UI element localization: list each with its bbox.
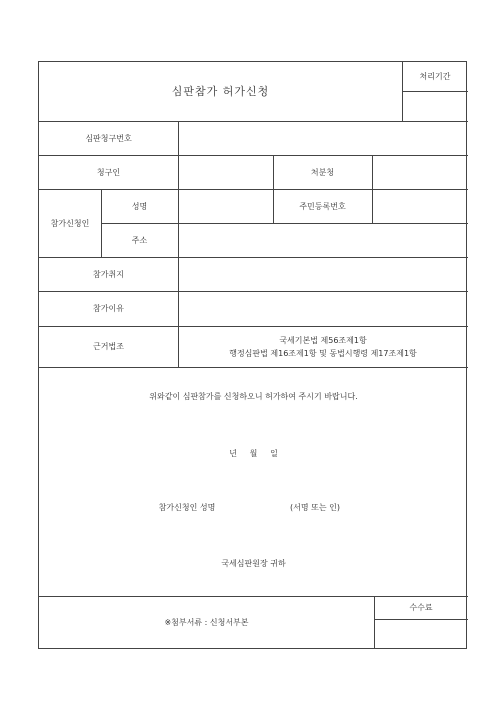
reason-field[interactable] bbox=[178, 291, 468, 326]
application-form bbox=[38, 61, 467, 649]
purpose-field[interactable] bbox=[178, 257, 468, 291]
reason-label: 참가이유 bbox=[93, 304, 124, 313]
address-label: 주소 bbox=[131, 235, 148, 245]
addressee: 국세심판원장 귀하 bbox=[221, 558, 286, 568]
signature-note: (서명 또는 인) bbox=[290, 502, 340, 512]
address-field[interactable] bbox=[178, 223, 468, 257]
case-number-label: 심판청구번호 bbox=[85, 133, 132, 143]
legal-basis-value bbox=[178, 326, 468, 367]
attachments-note: ※첨부서류 : 신청서부본 bbox=[164, 618, 249, 627]
participant-label: 참가신청인 bbox=[50, 218, 90, 228]
claimant-field[interactable] bbox=[178, 155, 273, 189]
claimant-label: 청구인 bbox=[96, 167, 121, 177]
purpose-label: 참가취지 bbox=[93, 269, 124, 279]
name-label: 성명 bbox=[131, 201, 148, 211]
form-title: 심판참가 허가신청 bbox=[171, 85, 270, 98]
legal-basis-line: 행정심판법 제16조제1항 및 동법시행령 제17조제1항 bbox=[229, 348, 417, 358]
divider bbox=[39, 367, 468, 368]
processing-period-label: 처리기간 bbox=[419, 72, 451, 81]
name-field[interactable] bbox=[178, 189, 273, 223]
applicant-name-line: 참가신청인 성명 bbox=[158, 502, 216, 512]
fee-label: 수수료 bbox=[409, 603, 433, 612]
legal-basis-label: 근거법조 bbox=[93, 342, 124, 351]
processing-period-value[interactable] bbox=[402, 91, 468, 121]
resident-number-field[interactable] bbox=[372, 189, 468, 223]
disposing-agency-field[interactable] bbox=[372, 155, 468, 189]
disposing-agency-label: 처분청 bbox=[310, 167, 335, 177]
request-text: 위와같이 심판참가를 신청하오니 허가하여 주시기 바랍니다. bbox=[149, 391, 358, 401]
case-number-field[interactable] bbox=[178, 121, 468, 155]
resident-number-label: 주민등록번호 bbox=[299, 201, 346, 211]
legal-basis-line: 국세기본법 제56조제1항 bbox=[279, 335, 367, 345]
fee-field[interactable] bbox=[374, 619, 468, 649]
date-line: 년 월 일 bbox=[229, 448, 278, 458]
